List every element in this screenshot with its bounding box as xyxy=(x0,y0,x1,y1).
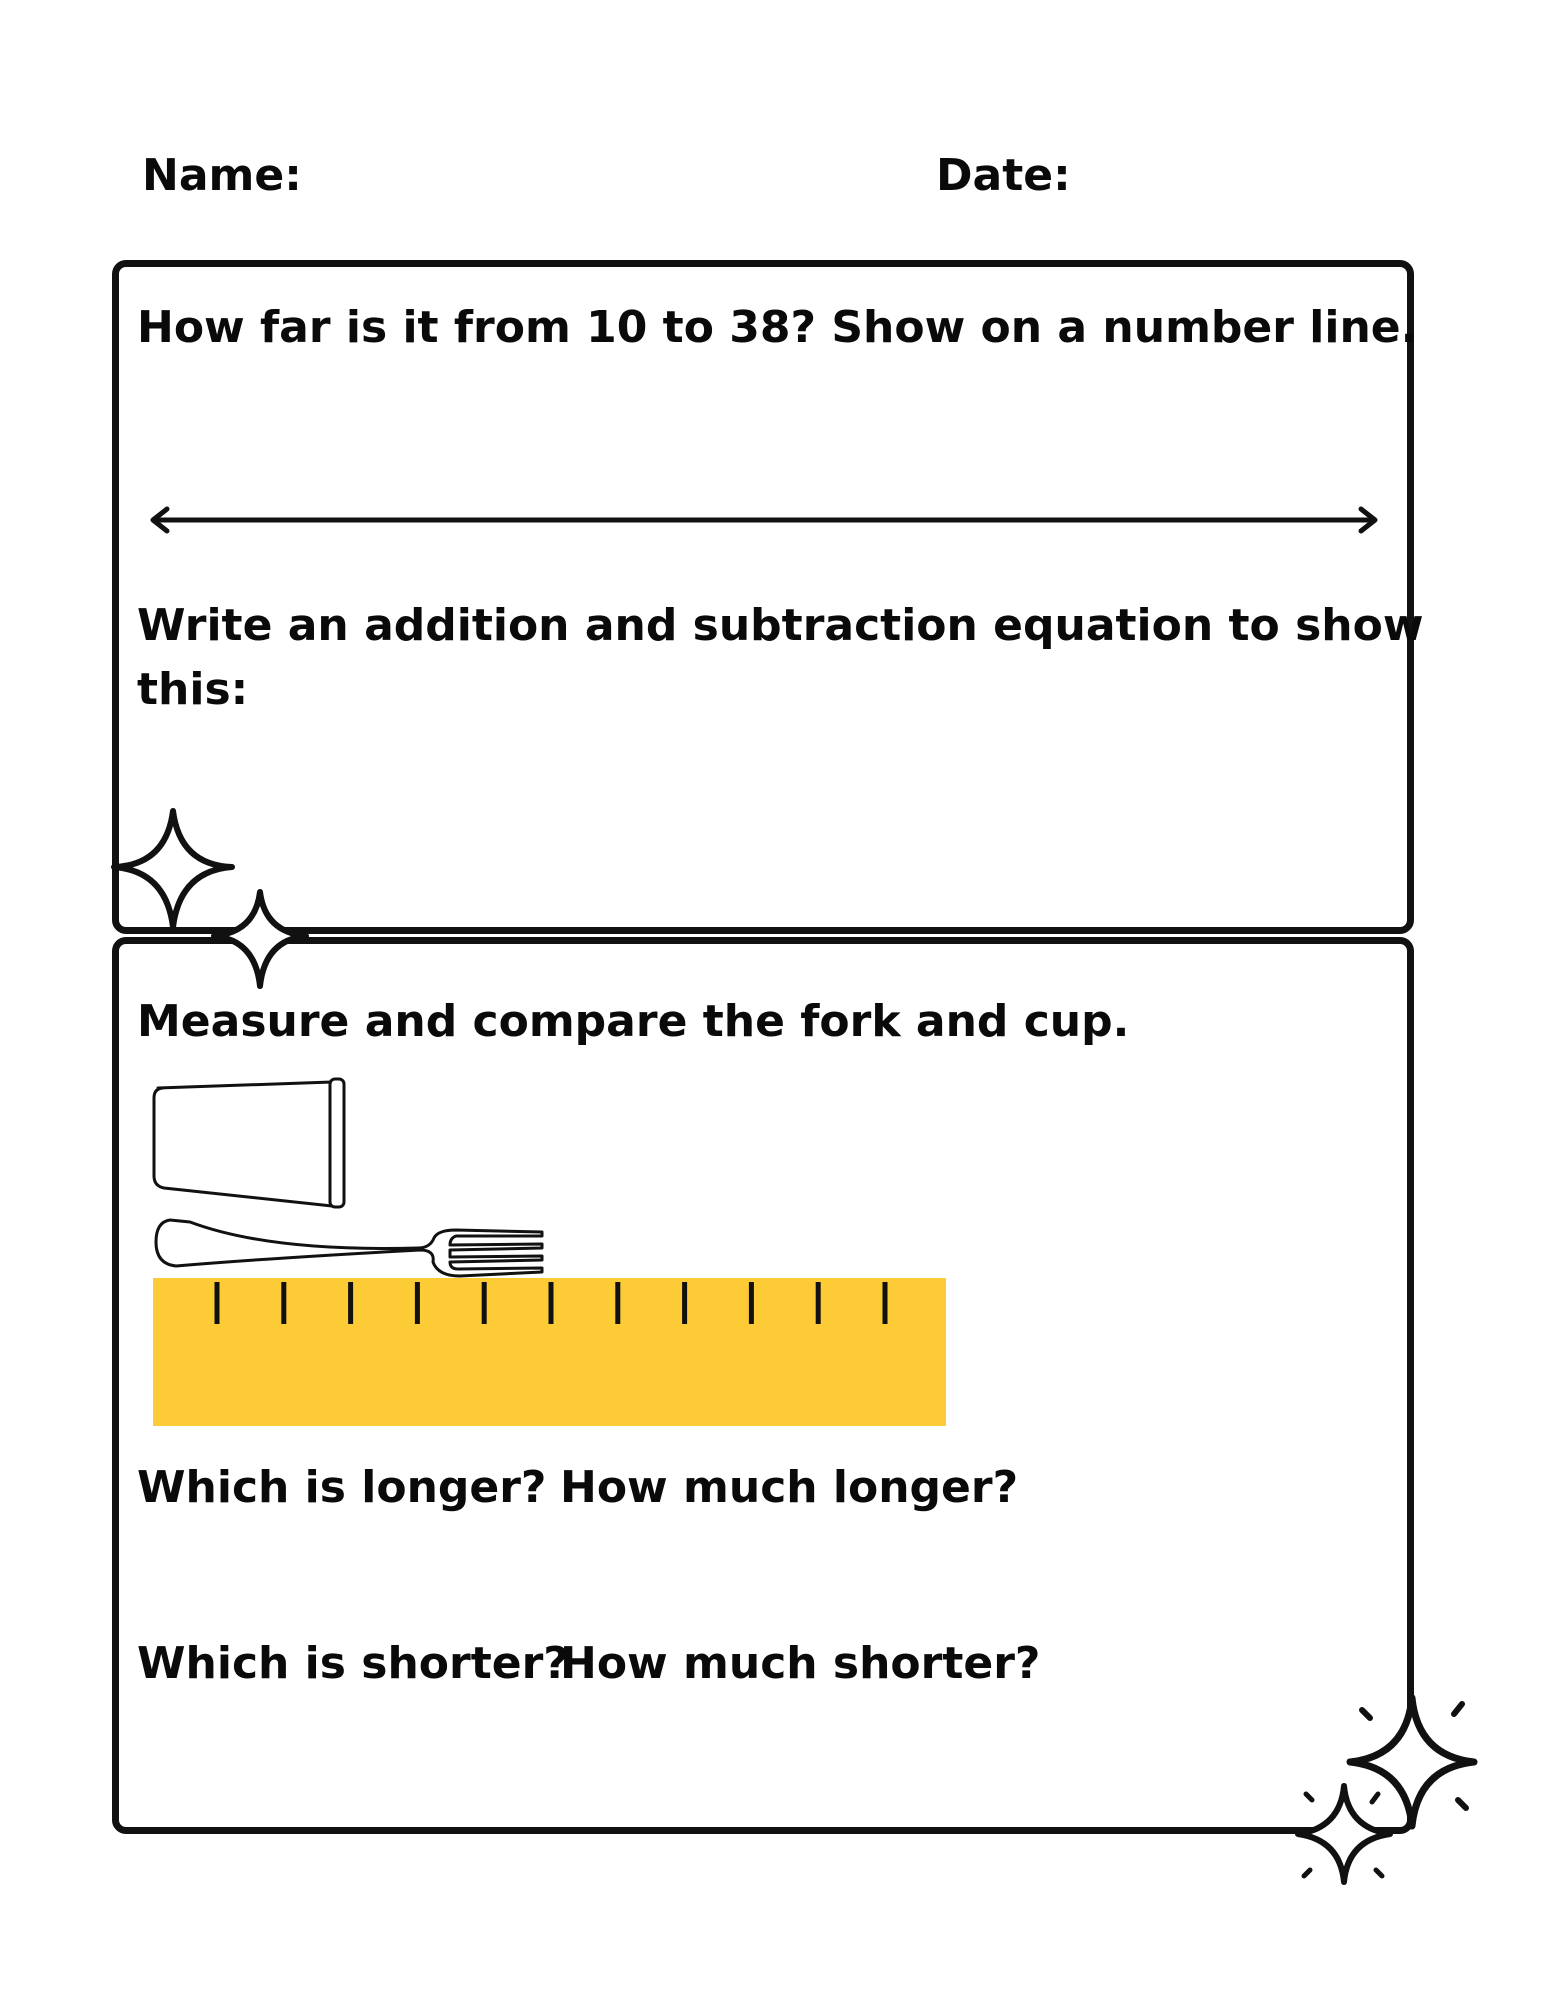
equation-prompt-line1: Write an addition and subtraction equation to show xyxy=(137,600,1424,651)
number-line-question: How far is it from 10 to 38? Show on a number line. xyxy=(137,302,1418,353)
sparkle-icon xyxy=(1290,1690,1480,1890)
name-label: Name: xyxy=(142,150,302,201)
number-line[interactable] xyxy=(145,500,1385,540)
how-much-longer-question: How much longer? xyxy=(560,1462,1019,1513)
equation-prompt-line2: this: xyxy=(137,664,249,715)
which-longer-question: Which is longer? xyxy=(137,1462,547,1513)
date-label: Date: xyxy=(936,150,1071,201)
fork-icon xyxy=(150,1200,550,1280)
how-much-shorter-question: How much shorter? xyxy=(560,1638,1041,1689)
cup-icon xyxy=(150,1078,360,1214)
ruler-ticks xyxy=(153,1278,946,1426)
measure-instruction: Measure and compare the fork and cup. xyxy=(137,996,1130,1047)
sparkle-icon xyxy=(210,888,310,993)
which-shorter-question: Which is shorter? xyxy=(137,1638,569,1689)
